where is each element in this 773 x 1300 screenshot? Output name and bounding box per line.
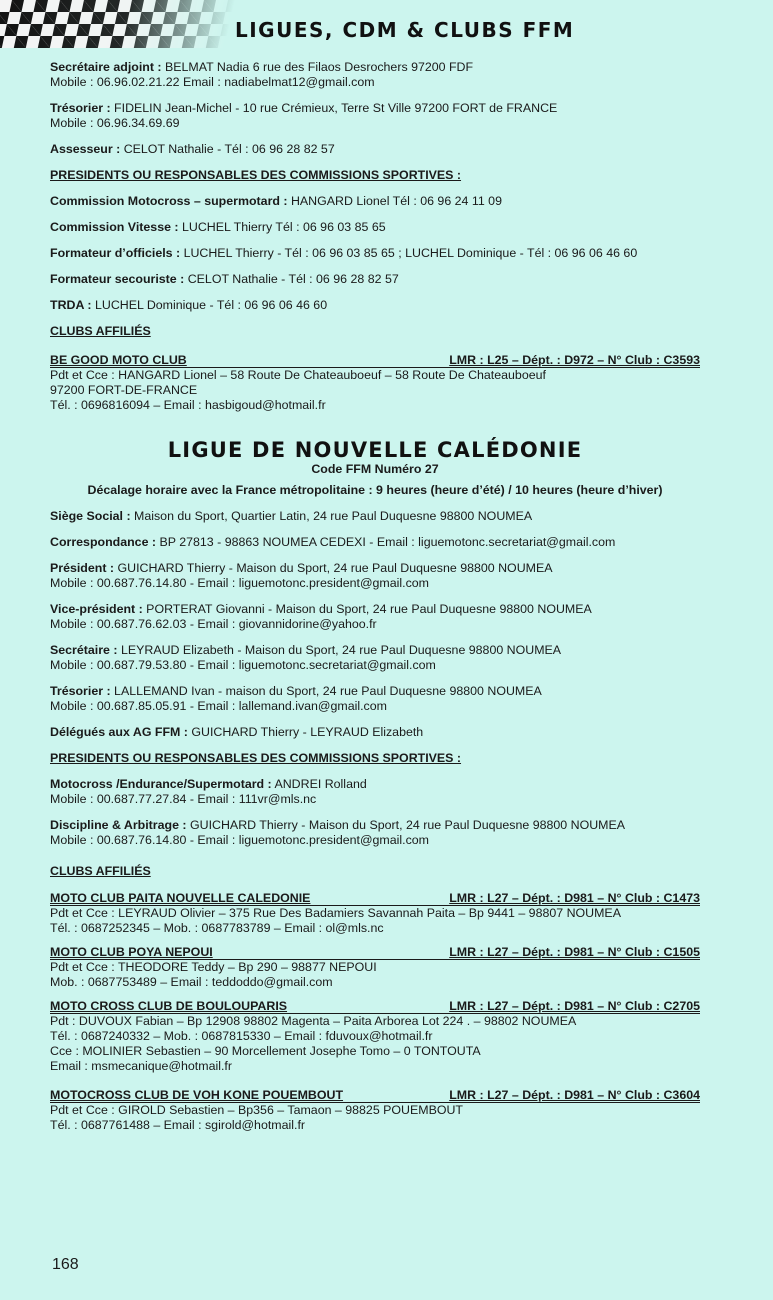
entry-label: Trésorier :: [50, 101, 111, 115]
checkered-flag-decoration: [0, 0, 235, 48]
commission-text: LUCHEL Dominique - Tél : 06 96 06 46 60: [91, 298, 328, 312]
club-entry: [50, 945, 700, 990]
entry-contact: Mobile : 00.687.79.53.80 - Email : liguemotonc.secretariat@gmail.com: [50, 658, 436, 672]
club-line: Tél. : 0687252345 – Mob. : 0687783789 – Email : ol@mls.nc: [50, 921, 384, 935]
clubs-heading: CLUBS AFFILIÉS: [50, 324, 151, 338]
club-line: Tél. : 0696816094 – Email : hasbigoud@hotmail.fr: [50, 398, 326, 412]
club-line: Tél. : 0687240332 – Mob. : 0687815330 – Email : fduvoux@hotmail.fr: [50, 1029, 433, 1043]
club-line: Pdt et Cce : THEODORE Teddy – Bp 290 – 98877 NEPOUI: [50, 960, 377, 974]
entry-label: Correspondance :: [50, 535, 157, 549]
commission-item: [50, 194, 700, 209]
entry-contact: Mobile : 00.687.76.14.80 - Email : liguemotonc.president@gmail.com: [50, 576, 429, 590]
section2-commissions: [50, 777, 700, 848]
commission-item: [50, 272, 700, 287]
page-number: 168: [52, 1256, 79, 1273]
entry-contact: Mobile : 06.96.02.21.22 Email : nadiabelmat12@gmail.com: [50, 75, 375, 89]
commission-label: TRDA :: [50, 298, 92, 312]
entry-secretaire-adjoint: [50, 60, 700, 90]
club-title-row: [50, 891, 700, 906]
club-entry: [50, 891, 700, 936]
club-title-row: [50, 1088, 700, 1103]
entry-label: Secrétaire adjoint :: [50, 60, 162, 74]
club-title-row: [50, 999, 700, 1014]
entry-text: BELMAT Nadia 6 rue des Filaos Desrochers 97200 FDF: [161, 60, 474, 74]
commission-text: GUICHARD Thierry - Maison du Sport, 24 rue Paul Duquesne 98800 NOUMEA: [186, 818, 626, 832]
commission-label: Commission Motocross – supermotard :: [50, 194, 288, 208]
commissions-heading: PRESIDENTS OU RESPONSABLES DES COMMISSIONS SPORTIVES :: [50, 168, 462, 182]
commissions-heading: PRESIDENTS OU RESPONSABLES DES COMMISSIONS SPORTIVES :: [50, 751, 462, 765]
club-name: MOTOCROSS CLUB DE VOH KONE POUEMBOUT: [50, 1088, 344, 1102]
ligue-code: Code FFM Numéro 27: [311, 462, 439, 476]
commission-contact: Mobile : 00.687.77.27.84 - Email : 111vr@mls.nc: [50, 792, 317, 806]
club-line: Email : msmecanique@hotmail.fr: [50, 1059, 232, 1073]
entry-correspondance: [50, 535, 700, 550]
entry-delegues: [50, 725, 700, 740]
club-title-row: [50, 353, 700, 368]
club-name: MOTO CLUB POYA NEPOUI: [50, 945, 213, 959]
commission-label: Motocross /Endurance/Supermotard :: [50, 777, 272, 791]
commission-item: [50, 777, 700, 807]
club-line: Tél. : 0687761488 – Email : sgirold@hotmail.fr: [50, 1118, 306, 1132]
entry-text: BP 27813 - 98863 NOUMEA CEDEXI - Email : liguemotonc.secretariat@gmail.com: [156, 535, 616, 549]
entry-contact: Mobile : 00.687.85.05.91 - Email : lallemand.ivan@gmail.com: [50, 699, 387, 713]
section1-commissions: [50, 194, 700, 313]
commission-text: ANDREI Rolland: [271, 777, 367, 791]
entry-tresorier: [50, 101, 700, 131]
clubs-heading: CLUBS AFFILIÉS: [50, 864, 151, 878]
entry-text: GUICHARD Thierry - LEYRAUD Elizabeth: [187, 725, 424, 739]
entry-assesseur: [50, 142, 700, 157]
club-line: Pdt : DUVOUX Fabian – Bp 12908 98802 Magenta – Paita Arborea Lot 224 . – 98802 NOUMEA: [50, 1014, 577, 1028]
commission-text: CELOT Nathalie - Tél : 06 96 28 82 57: [184, 272, 399, 286]
club-line: Pdt et Cce : LEYRAUD Olivier – 375 Rue Des Badamiers Savannah Paita – Bp 9441 – 98807 NOUMEA: [50, 906, 621, 920]
entry-contact: Mobile : 06.96.34.69.69: [50, 116, 180, 130]
entry-secretaire: [50, 643, 700, 673]
club-line: Pdt et Cce : HANGARD Lionel – 58 Route De Chateauboeuf – 58 Route De Chateauboeuf: [50, 368, 546, 382]
entry-label: Siège Social :: [50, 509, 131, 523]
entry-text: GUICHARD Thierry - Maison du Sport, 24 rue Paul Duquesne 98800 NOUMEA: [114, 561, 553, 575]
entry-text: LEYRAUD Elizabeth - Maison du Sport, 24 rue Paul Duquesne 98800 NOUMEA: [117, 643, 562, 657]
entry-text: CELOT Nathalie - Tél : 06 96 28 82 57: [120, 142, 335, 156]
club-line: Cce : MOLINIER Sebastien – 90 Morcellement Josephe Tomo – 0 TONTOUTA: [50, 1044, 481, 1058]
club-code: LMR : L27 – Dépt. : D981 – N° Club : C1473: [449, 891, 700, 905]
entry-text: FIDELIN Jean-Michel - 10 rue Crémieux, Terre St Ville 97200 FORT de FRANCE: [110, 101, 558, 115]
entry-label: Trésorier :: [50, 684, 111, 698]
commission-contact: Mobile : 00.687.76.14.80 - Email : liguemotonc.president@gmail.com: [50, 833, 429, 847]
entry-vice-president: [50, 602, 700, 632]
entry-president: [50, 561, 700, 591]
commission-item: [50, 818, 700, 848]
ligue-decalage: Décalage horaire avec la France métropolitaine : 9 heures (heure d’été) / 10 heures (heure d’hiver): [87, 483, 663, 497]
entry-label: Assesseur :: [50, 142, 121, 156]
section2-entries: [50, 509, 700, 740]
club-name: MOTO CLUB PAITA NOUVELLE CALEDONIE: [50, 891, 311, 905]
commission-text: LUCHEL Thierry Tél : 06 96 03 85 65: [178, 220, 386, 234]
club-line: Pdt et Cce : GIROLD Sebastien – Bp356 – Tamaon – 98825 POUEMBOUT: [50, 1103, 464, 1117]
club-name: BE GOOD MOTO CLUB: [50, 353, 187, 367]
entry-text: PORTERAT Giovanni - Maison du Sport, 24 rue Paul Duquesne 98800 NOUMEA: [142, 602, 592, 616]
commission-label: Formateur d’officiels :: [50, 246, 181, 260]
commission-item: [50, 298, 700, 313]
commission-text: HANGARD Lionel Tél : 06 96 24 11 09: [287, 194, 502, 208]
entry-tresorier: [50, 684, 700, 714]
commission-label: Formateur secouriste :: [50, 272, 185, 286]
club-entry: [50, 1088, 700, 1133]
club-code: LMR : L27 – Dépt. : D981 – N° Club : C3604: [449, 1088, 700, 1102]
club-code: LMR : L27 – Dépt. : D981 – N° Club : C1505: [449, 945, 700, 959]
club-name: MOTO CROSS CLUB DE BOULOUPARIS: [50, 999, 288, 1013]
section1-entries: [50, 60, 700, 157]
club-entry: [50, 353, 700, 413]
commission-text: LUCHEL Thierry - Tél : 06 96 03 85 65 ; LUCHEL Dominique - Tél : 06 96 06 46 60: [180, 246, 638, 260]
commission-label: Commission Vitesse :: [50, 220, 179, 234]
entry-text: Maison du Sport, Quartier Latin, 24 rue Paul Duquesne 98800 NOUMEA: [130, 509, 533, 523]
ligue-title: LIGUE DE NOUVELLE CALÉDONIE: [167, 438, 583, 462]
club-line: Mob. : 0687753489 – Email : teddoddo@gmail.com: [50, 975, 333, 989]
page-header-title: LIGUES, CDM & CLUBS FFM: [235, 18, 575, 42]
club-line: 97200 FORT-DE-FRANCE: [50, 383, 198, 397]
entry-label: Vice-président :: [50, 602, 143, 616]
entry-label: Secrétaire :: [50, 643, 118, 657]
entry-siege-social: [50, 509, 700, 524]
entry-text: LALLEMAND Ivan - maison du Sport, 24 rue Paul Duquesne 98800 NOUMEA: [110, 684, 542, 698]
commission-item: [50, 220, 700, 235]
commission-item: [50, 246, 700, 261]
club-code: LMR : L25 – Dépt. : D972 – N° Club : C3593: [449, 353, 700, 367]
page-content: [50, 60, 700, 1142]
club-code: LMR : L27 – Dépt. : D981 – N° Club : C2705: [449, 999, 700, 1013]
entry-contact: Mobile : 00.687.76.62.03 - Email : giovannidorine@yahoo.fr: [50, 617, 377, 631]
commission-label: Discipline & Arbitrage :: [50, 818, 187, 832]
entry-label: Président :: [50, 561, 115, 575]
entry-label: Délégués aux AG FFM :: [50, 725, 188, 739]
club-entry: [50, 999, 700, 1074]
club-title-row: [50, 945, 700, 960]
